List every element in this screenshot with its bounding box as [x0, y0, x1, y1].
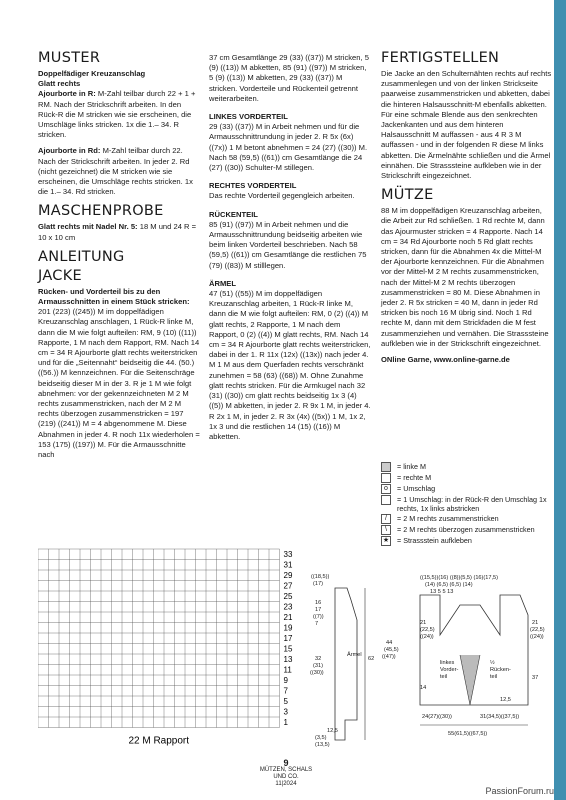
legend-row: [381, 495, 553, 513]
heading-rueckenteil: RÜCKENTEIL: [209, 209, 258, 219]
body-leftname-b: Vorder-: [440, 667, 459, 673]
row-number: 25: [283, 592, 293, 601]
para-fertigstellen: Die Jacke an den Schulternähten rechts auf rechts zusammenlegen und von der linken Strickseite paarweise zusammenstricken und abketten, dabei die hinteren Halsausschnitt-M ebenfalls abketten. Für eine schmale Blende aus den senkrechten Jackenkanten und aus dem hinteren Halsausschnitt M auffassen - aus 4 R 3 M auffassen - und in der folgenden R diese M links abketten. Die Ärmelnähte schließen und die Ärmel einnähen. Die Strasssteine aufkleben wie in der Strickschrift eingezeichnet.: [381, 69, 552, 181]
legend-row: [381, 462, 553, 472]
body-left-c: ((47)): [382, 654, 396, 660]
watermark: PassionForum.ru: [485, 786, 554, 796]
sub-glatt: Glatt rechts: [38, 79, 81, 89]
body-label-block: [380, 575, 550, 750]
row-number: 27: [283, 581, 293, 591]
body-right-c: ((24)): [530, 634, 544, 640]
body-inner-c: ((24)): [420, 634, 434, 640]
row-number: 13: [283, 655, 293, 664]
row-number: 21: [283, 613, 293, 622]
row-number: 19: [283, 623, 293, 633]
para-ajour-r: [38, 89, 200, 140]
body-bottom1: 24(27)((30)): [422, 714, 452, 720]
legend-text: = 2 M rechts zusammenstricken: [397, 514, 499, 523]
body-leftname-a: linkes: [440, 660, 455, 666]
legend-text: = Umschlag: [397, 484, 436, 493]
symbol-legend: [381, 462, 553, 547]
text-ajour-rd: M-Zahl teilbar durch 22. Nach der Strickschrift arbeiten. In jeder 2. Rd (nicht gezeichnet) die M stricken wie sie erscheinen, die Umschläge rechts stricken. 1x die 1.– 34. Rd stricken.: [38, 146, 193, 197]
column-right: [381, 44, 553, 371]
legend-row: [381, 525, 553, 535]
body-top1: ((15,5))(16) ((8))(5,5) (16)(17,5): [420, 575, 499, 581]
para-maschenprobe: [38, 222, 200, 242]
sub-ruecken-vorder: Rücken- und Vorderteil bis zu den Armausschnitten in einem Stück stricken:: [38, 286, 190, 307]
body-inner-b: (22,5): [420, 627, 435, 633]
column-middle: [209, 53, 371, 448]
sleeve-lbl-k: (3,5): [315, 735, 327, 741]
body-right-b: (22,5): [530, 627, 545, 633]
sleeve-lbl-h: (31): [313, 663, 323, 669]
sleeve-lbl-62: 62: [368, 656, 375, 662]
sleeve-lbl-f: 7: [315, 621, 319, 627]
heading-fertigstellen: FERTIGSTELLEN: [381, 50, 500, 66]
body-inner-a: 21: [420, 620, 427, 626]
para-linkes-vorderteil: 29 (33) ((37)) M in Arbeit nehmen und für die Armausschnittrundung in jeder 2. R 5x (6x) ((7x)) 1 M betont abnehmen = 24 (27) ((30)) M. Nach 58 (59,5) ((61)) cm Gesamtlänge die 24 (27) ((30)) Schulter-M stillegen.: [209, 122, 368, 173]
heading-maschenprobe: MASCHENPROBE: [38, 203, 164, 220]
body-leftname-c: teil: [440, 674, 448, 680]
text-maschenprobe: 18 M und 24 R = 10 x 10 cm: [38, 222, 197, 242]
legend-symbol: /: [381, 514, 391, 524]
sleeve-lbl-aermel: Ärmel: [347, 652, 362, 658]
supplier-line: ONline Garne, www.online-garne.de: [381, 355, 510, 365]
sleeve-lbl-i: ((30)): [310, 670, 324, 676]
page-footer: [246, 760, 326, 788]
heading-linkes-vorderteil: LINKES VORDERTEIL: [209, 112, 288, 122]
legend-symbol: o: [381, 484, 391, 494]
row-number: 15: [283, 644, 293, 654]
body-top3: 13 5 5 13: [430, 589, 454, 595]
legend-symbol: [381, 462, 391, 472]
row-number: 3: [283, 707, 288, 717]
para-rueckenteil: 85 (91) ((97)) M in Arbeit nehmen und die Armausschnittrundung beidseitig arbeiten wie beim linken Vorderteil beschrieben. Nach 58 (59,5) ((61)) cm Gesamtlänge die restlichen 75 (79) ((83)) M stilllegen.: [209, 219, 367, 270]
legend-text: = linke M: [397, 462, 426, 471]
row-number: 23: [283, 602, 293, 612]
body-left-a: 44: [386, 640, 393, 646]
knitting-chart: [38, 545, 300, 750]
body-low12: 12,5: [500, 697, 511, 703]
label-ajour-r: Ajourborte in R:: [38, 89, 96, 99]
row-number: 7: [283, 686, 288, 696]
sleeve-lbl-a: ((18,5)): [311, 574, 330, 580]
heading-anleitung: ANLEITUNG: [38, 248, 125, 265]
sleeve-lbl-c: 16: [315, 600, 322, 606]
legend-text: = Strassstein aufkleben: [397, 536, 472, 545]
body-left-b: (45,5): [384, 647, 399, 653]
magazine-title-b: UND CO.: [273, 774, 299, 780]
sleeve-lbl-j: 12,5: [327, 728, 338, 734]
column-left: [38, 44, 200, 466]
row-number: 9: [283, 676, 288, 685]
body-rightname-c: teil: [490, 674, 498, 680]
row-number: 17: [283, 634, 293, 643]
sleeve-lbl-g: 32: [315, 656, 322, 662]
label-maschenprobe: Glatt rechts mit Nadel Nr. 5:: [38, 222, 138, 232]
sleeve-lbl-d: 17: [315, 607, 322, 613]
label-ajour-rd: Ajourborte in Rd:: [38, 146, 101, 156]
sleeve-lbl-l: (13,5): [315, 742, 330, 748]
legend-row: [381, 484, 553, 494]
text-ajour-r: M-Zahl teilbar durch 22 + 1 + RM. Nach der Strickschrift arbeiten. In den Rück-R die M stricken wie sie erscheinen, die Umschläge links stricken. 1x die 1.– 34. R stricken.: [38, 89, 196, 140]
legend-row: [381, 473, 553, 483]
body-lower: 14: [420, 685, 427, 691]
para-ajour-rd: [38, 146, 200, 197]
body-right-a: 21: [532, 620, 539, 626]
para-anleitung: 201 (223) ((245)) M im doppelfädigen Kreuzanschlag anschlagen, 1 Rück-R linke M, dann die M wie folgt aufteilen: RM, 9 (10) ((11)) Rapporte, 1 M nach dem Rapport, RM. Nach 14 cm = 34 R Ajourborte glatt rechts weiterstricken und für die „Seitennaht“ beidseitig die 44. (50.) ((56.)) M kennzeichnen. Für die Seitenschräge beidseitig dieser M in der 3. R je 1 M wie folgt abnehmen: vor der gekennzeichneten M 2 M rechts zusammenstricken, nach der M 2 M rechts überzogen zusammenstricken = 197 (219) ((241)) M = 4 abgenommene M. Diese Abnahmen in jeder 4. R noch 11x wiederholen = 153 (175) ((197)) M. Für die Armausschnitte nach: [38, 307, 200, 460]
row-number: 5: [283, 697, 288, 706]
legend-symbol: [381, 473, 391, 483]
chart-caption: 22 M Rapport: [128, 735, 190, 747]
sub-kreuzanschlag: Doppelfädiger Kreuzanschlag: [38, 69, 146, 78]
legend-text: = rechte M: [397, 473, 432, 482]
sleeve-label-block: [305, 570, 375, 750]
magazine-title-a: MÜTZEN, SCHALS: [259, 767, 313, 773]
heading-aermel: ÄRMEL: [209, 278, 236, 288]
side-color-bar: [554, 0, 566, 800]
legend-row: [381, 514, 553, 524]
heading-jacke: JACKE: [38, 267, 82, 284]
legend-text: = 2 M rechts überzogen zusammenstricken: [397, 525, 535, 534]
row-number: 33: [283, 550, 293, 559]
legend-symbol: [381, 495, 391, 505]
body-rightnum: 37: [532, 675, 539, 681]
issue-number: 11|2024: [275, 781, 297, 787]
heading-muetze: MÜTZE: [381, 187, 434, 204]
row-number: 29: [283, 571, 293, 580]
row-number: 1: [283, 718, 288, 727]
row-number: 31: [283, 560, 293, 570]
row-number: 11: [283, 665, 292, 675]
body-top2: (14) (6,5) (6,5) (14): [425, 582, 473, 588]
legend-symbol: \: [381, 525, 391, 535]
body-rightname-a: ½: [490, 660, 495, 666]
body-bottom2: 31(34,5)((37,5)): [480, 714, 520, 720]
legend-row: [381, 536, 553, 546]
legend-symbol: ★: [382, 537, 390, 544]
sleeve-lbl-b: (17): [313, 581, 323, 587]
heading-muster: MUSTER: [38, 50, 101, 66]
page-number: 9: [283, 758, 289, 768]
para-rechtes-vorderteil: Das rechte Vorderteil gegengleich arbeiten.: [209, 191, 355, 201]
body-bottom3: 55(61,5)((67,5)): [448, 731, 488, 737]
para-aermel: 47 (51) ((55)) M im doppelfädigen Kreuzanschlag arbeiten, 1 Rück-R linke M, dann die M wie folgt aufteilen: RM, 0 (2) ((4)) M glatt rechts, 2 Rapporte, 1 M nach dem Rapport, 0 (2) ((4)) M glatt rechts, RM. Nach 14 cm = 34 R Ajourborte glatt rechts weiterstricken, dabei in der 1. R 11x (12x) ((13x)) nach jeder 4. M 1 M aus dem Querfaden rechts verschränkt zunehmen = 58 (63) ((68)) M. Ohne Zunahme glatt rechts stricken. Für die Armkugel nach 32 (31) ((30)) cm glatt rechts beidseitig 1x 3 (4) ((5)) M abketten, in jeder 2. R 9x 1 M, in jeder 4. R 2x 1 M, in jeder 2. R 3x (4x) ((5x)) 1 M, 1x 2, 1x 3 und die restlichen 14 (15) ((16)) M abketten.: [209, 289, 371, 441]
para-muetze: 88 M im doppelfädigen Kreuzanschlag arbeiten, die Arbeit zur Rd schließen. 1 Rd rechte M, dann das Ajourmuster stricken = 4 Rapporte. Nach 14 cm = 34 Rd Ajourborte noch 5 Rd glatt rechts stricken, dann für die Abnahmen 4x die Mittel-M der Ajourborte kennzeichnen. Für die Abnahmen vor der Mittel-M 2 M rechts zusammenstricken, nach der Mittel-M 2 M rechts überzogen zusammenstricken = 80 M. Diese Abnahmen in jeder 2. R 5x stricken = 40 M, dann in jeder Rd stricken bis noch 16 M übrig sind. Noch 1 Rd rechte M, dann mit dem Strickfaden die M fest zusammenziehen und vernähen. Die Strasssteine aufkleben wie in der Strickschrift eingezeichnet.: [381, 206, 549, 348]
sleeve-lbl-e: ((7)): [313, 614, 324, 620]
legend-text: = 1 Umschlag: in der Rück-R den Umschlag 1x rechts, 1x links abstricken: [397, 495, 547, 513]
para-col2-start: 37 cm Gesamtlänge 29 (33) ((37)) M stricken, 5 (9) ((13)) M abketten, 85 (91) ((97)) M stricken, 5 (9) ((13)) M abketten, 29 (33) ((37)) M stricken. Vorderteile und Rückenteil getrennt weiterarbeiten.: [209, 53, 369, 103]
heading-rechtes-vorderteil: RECHTES VORDERTEIL: [209, 181, 297, 191]
body-rightname-b: Rücken-: [490, 667, 511, 673]
